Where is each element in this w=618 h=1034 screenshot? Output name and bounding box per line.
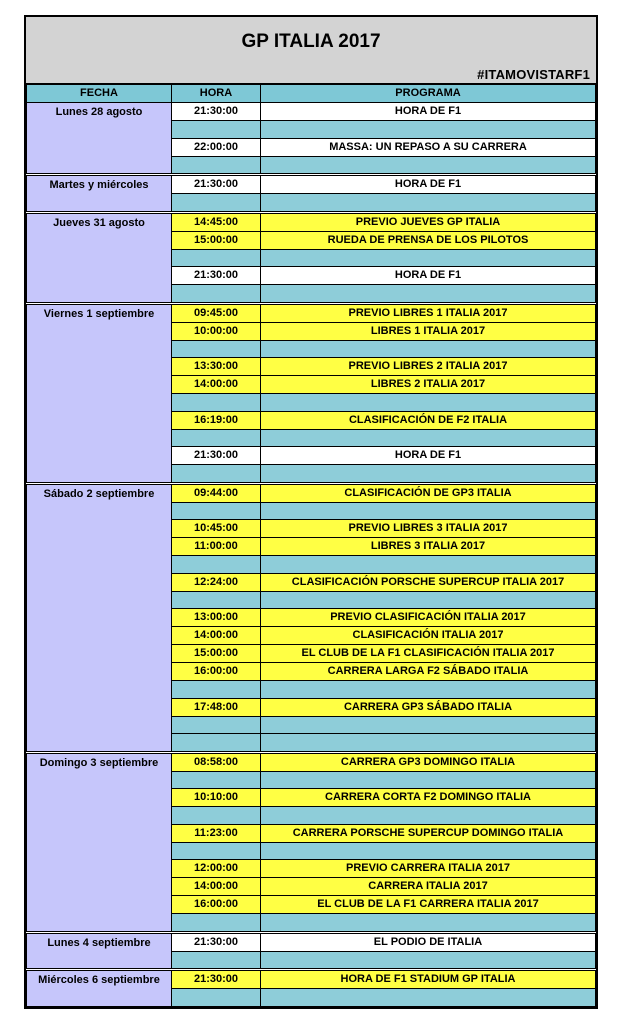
- hora-cell: [172, 989, 261, 1007]
- programa-cell: [261, 285, 596, 303]
- programa-cell: [261, 716, 596, 734]
- hora-cell: [172, 502, 261, 520]
- hora-cell: 21:30:00: [172, 176, 261, 194]
- programa-cell: PREVIO LIBRES 1 ITALIA 2017: [261, 304, 596, 322]
- programa-cell: [261, 340, 596, 358]
- hora-cell: [172, 951, 261, 969]
- programa-cell: [261, 807, 596, 825]
- programa-cell: CARRERA LARGA F2 SÁBADO ITALIA: [261, 663, 596, 681]
- page-title: GP ITALIA 2017: [241, 31, 381, 52]
- hora-cell: 12:00:00: [172, 860, 261, 878]
- programa-cell: CARRERA PORSCHE SUPERCUP DOMINGO ITALIA: [261, 824, 596, 842]
- hora-cell: 21:30:00: [172, 933, 261, 951]
- programa-cell: HORA DE F1: [261, 267, 596, 285]
- programa-cell: PREVIO LIBRES 2 ITALIA 2017: [261, 358, 596, 376]
- table-row: [27, 304, 596, 322]
- programa-cell: MASSA: UN REPASO A SU CARRERA: [261, 138, 596, 156]
- fecha-cell: Martes y miércoles: [27, 176, 172, 212]
- programa-cell: [261, 121, 596, 139]
- hora-cell: 16:00:00: [172, 896, 261, 914]
- hora-cell: [172, 429, 261, 447]
- programa-cell: [261, 842, 596, 860]
- programa-cell: EL CLUB DE LA F1 CARRERA ITALIA 2017: [261, 896, 596, 914]
- hora-cell: 08:58:00: [172, 753, 261, 771]
- fecha-cell: Lunes 28 agosto: [27, 103, 172, 174]
- programa-cell: RUEDA DE PRENSA DE LOS PILOTOS: [261, 231, 596, 249]
- programa-cell: [261, 591, 596, 609]
- hora-cell: 14:00:00: [172, 376, 261, 394]
- programa-cell: HORA DE F1 STADIUM GP ITALIA: [261, 971, 596, 989]
- table-header-row: [27, 85, 596, 103]
- hora-cell: [172, 681, 261, 699]
- fecha-cell: Viernes 1 septiembre: [27, 304, 172, 482]
- hora-cell: 21:30:00: [172, 971, 261, 989]
- hora-cell: [172, 716, 261, 734]
- hora-cell: 10:00:00: [172, 322, 261, 340]
- hora-cell: 12:24:00: [172, 573, 261, 591]
- programa-cell: [261, 989, 596, 1007]
- table-row: [27, 753, 596, 771]
- hora-cell: 14:00:00: [172, 878, 261, 896]
- hora-cell: 15:00:00: [172, 645, 261, 663]
- programa-cell: CARRERA ITALIA 2017: [261, 878, 596, 896]
- programa-cell: CLASIFICACIÓN DE GP3 ITALIA: [261, 484, 596, 502]
- hora-cell: [172, 591, 261, 609]
- hora-cell: [172, 394, 261, 412]
- programa-cell: PREVIO CLASIFICACIÓN ITALIA 2017: [261, 609, 596, 627]
- programa-cell: CLASIFICACIÓN DE F2 ITALIA: [261, 411, 596, 429]
- hora-cell: 21:30:00: [172, 103, 261, 121]
- hora-cell: [172, 194, 261, 212]
- programa-cell: [261, 194, 596, 212]
- fecha-cell: Lunes 4 septiembre: [27, 933, 172, 969]
- programa-cell: EL PODIO DE ITALIA: [261, 933, 596, 951]
- fecha-cell: Miércoles 6 septiembre: [27, 971, 172, 1007]
- programa-cell: EL CLUB DE LA F1 CLASIFICACIÓN ITALIA 2017: [261, 645, 596, 663]
- hora-cell: [172, 340, 261, 358]
- hora-cell: 09:44:00: [172, 484, 261, 502]
- table-row: [27, 933, 596, 951]
- column-header-hora: HORA: [172, 85, 261, 103]
- hora-cell: 11:23:00: [172, 824, 261, 842]
- hora-cell: [172, 249, 261, 267]
- hora-cell: [172, 771, 261, 789]
- programa-cell: PREVIO JUEVES GP ITALIA: [261, 213, 596, 231]
- hora-cell: 16:00:00: [172, 663, 261, 681]
- programa-cell: HORA DE F1: [261, 447, 596, 465]
- programa-cell: PREVIO LIBRES 3 ITALIA 2017: [261, 520, 596, 538]
- programa-cell: HORA DE F1: [261, 103, 596, 121]
- hora-cell: [172, 842, 261, 860]
- schedule-table: [26, 84, 596, 1007]
- table-row: [27, 971, 596, 989]
- hora-cell: 09:45:00: [172, 304, 261, 322]
- fecha-cell: Jueves 31 agosto: [27, 213, 172, 302]
- hora-cell: 22:00:00: [172, 138, 261, 156]
- hora-cell: 21:30:00: [172, 447, 261, 465]
- programa-cell: LIBRES 1 ITALIA 2017: [261, 322, 596, 340]
- table-row: [27, 484, 596, 502]
- programa-cell: CLASIFICACIÓN ITALIA 2017: [261, 627, 596, 645]
- hora-cell: 13:30:00: [172, 358, 261, 376]
- programa-cell: [261, 734, 596, 752]
- hashtag-label: #ITAMOVISTARF1: [477, 67, 590, 82]
- table-row: [27, 213, 596, 231]
- fecha-cell: Domingo 3 septiembre: [27, 753, 172, 931]
- programa-cell: [261, 394, 596, 412]
- programa-cell: LIBRES 3 ITALIA 2017: [261, 538, 596, 556]
- column-header-programa: PROGRAMA: [261, 85, 596, 103]
- programa-cell: [261, 156, 596, 174]
- hora-cell: 10:10:00: [172, 789, 261, 807]
- hora-cell: 11:00:00: [172, 538, 261, 556]
- hora-cell: [172, 465, 261, 483]
- hora-cell: 10:45:00: [172, 520, 261, 538]
- table-row: [27, 103, 596, 121]
- schedule-body: [27, 103, 596, 1007]
- programa-cell: [261, 429, 596, 447]
- programa-cell: CLASIFICACIÓN PORSCHE SUPERCUP ITALIA 2017: [261, 573, 596, 591]
- hora-cell: [172, 734, 261, 752]
- sheet-header: [26, 17, 596, 84]
- programa-cell: [261, 556, 596, 574]
- hora-cell: 15:00:00: [172, 231, 261, 249]
- programa-cell: [261, 502, 596, 520]
- programa-cell: HORA DE F1: [261, 176, 596, 194]
- programa-cell: [261, 249, 596, 267]
- programa-cell: [261, 914, 596, 932]
- hora-cell: [172, 556, 261, 574]
- hora-cell: 13:00:00: [172, 609, 261, 627]
- hora-cell: [172, 156, 261, 174]
- programa-cell: CARRERA GP3 DOMINGO ITALIA: [261, 753, 596, 771]
- fecha-cell: Sábado 2 septiembre: [27, 484, 172, 751]
- hora-cell: 16:19:00: [172, 411, 261, 429]
- programa-cell: PREVIO CARRERA ITALIA 2017: [261, 860, 596, 878]
- column-header-fecha: FECHA: [27, 85, 172, 103]
- hora-cell: 14:45:00: [172, 213, 261, 231]
- hora-cell: 14:00:00: [172, 627, 261, 645]
- table-row: [27, 176, 596, 194]
- hora-cell: [172, 914, 261, 932]
- programa-cell: LIBRES 2 ITALIA 2017: [261, 376, 596, 394]
- hora-cell: [172, 121, 261, 139]
- programa-cell: CARRERA CORTA F2 DOMINGO ITALIA: [261, 789, 596, 807]
- programa-cell: CARRERA GP3 SÁBADO ITALIA: [261, 698, 596, 716]
- schedule-sheet: [24, 15, 598, 1009]
- hora-cell: [172, 807, 261, 825]
- hora-cell: [172, 285, 261, 303]
- programa-cell: [261, 681, 596, 699]
- programa-cell: [261, 951, 596, 969]
- hora-cell: 21:30:00: [172, 267, 261, 285]
- programa-cell: [261, 465, 596, 483]
- programa-cell: [261, 771, 596, 789]
- hora-cell: 17:48:00: [172, 698, 261, 716]
